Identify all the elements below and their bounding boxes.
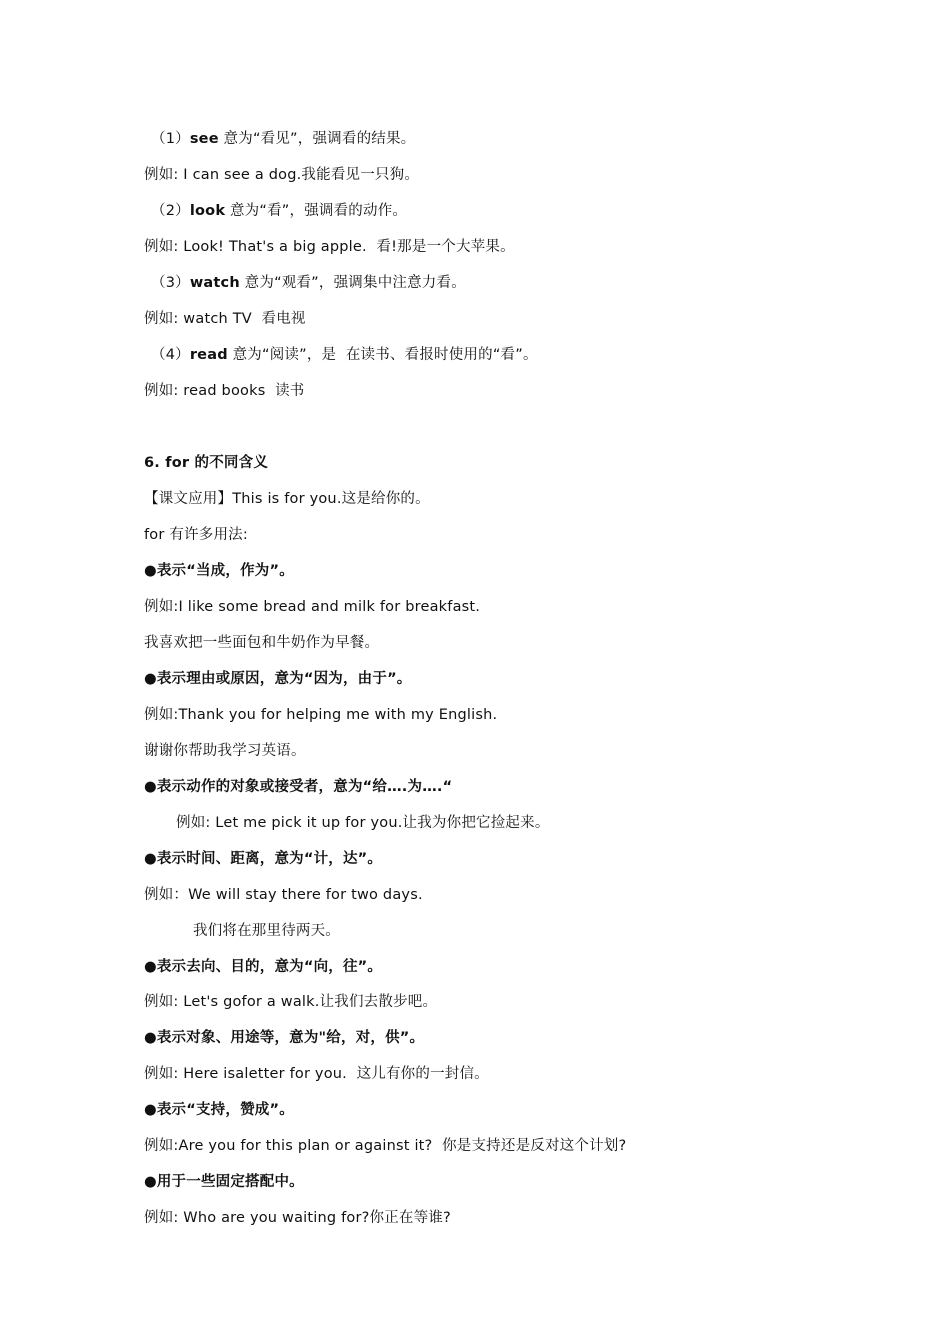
usage-translation: 我们将在那里待两天。 <box>193 923 340 939</box>
definition-text: 意为“阅读”，是 在读书、看报时使用的“看”。 <box>227 347 538 363</box>
usage-example: 例如: Who are you waiting for?你正在等谁? <box>144 1210 451 1226</box>
item-number: （3） <box>151 275 190 291</box>
item-number: （1） <box>151 131 190 147</box>
look-definition <box>151 201 407 221</box>
usage-title: ●表示时间、距离，意为“计，达”。 <box>144 851 383 867</box>
usage-example: 例如:Thank you for helping me with my English. <box>144 707 498 723</box>
keyword-see: see <box>189 131 219 147</box>
read-definition <box>151 345 538 365</box>
usage-title: ●表示对象、用途等，意为"给，对，供”。 <box>144 1030 425 1046</box>
usage-example: 例如: Let me pick it up for you.让我为你把它捡起来。 <box>176 815 550 831</box>
definition-text: 意为“看见”，强调看的结果。 <box>218 131 416 147</box>
usage-example: 例如:Are you for this plan or against it? 你是支持还是反对这个计划? <box>144 1138 627 1154</box>
usage-title: ●表示“当成，作为”。 <box>144 563 294 579</box>
keyword-watch: watch <box>189 275 240 291</box>
watch-definition <box>151 273 466 293</box>
usage-example: 例如: Here isaletter for you. 这儿有你的一封信。 <box>144 1066 489 1082</box>
definition-text: 意为“观看”，强调集中注意力看。 <box>239 275 466 291</box>
usage-example: 例如：We will stay there for two days. <box>144 887 423 903</box>
usage-title: ●表示理由或原因，意为“因为，由于”。 <box>144 671 412 687</box>
usage-title: ●表示去向、目的，意为“向，往”。 <box>144 959 383 975</box>
read-example: 例如: read books 读书 <box>144 383 305 399</box>
usage-title: ●表示动作的对象或接受者，意为“给….为….“ <box>144 779 453 795</box>
see-example: 例如: I can see a dog.我能看见一只狗。 <box>144 167 420 183</box>
keyword-read: read <box>189 347 228 363</box>
usage-translation: 谢谢你帮助我学习英语。 <box>144 743 306 759</box>
usage-example: 例如:I like some bread and milk for breakfast. <box>144 599 481 615</box>
definition-text: 意为“看”，强调看的动作。 <box>225 203 408 219</box>
lesson-application: 【课文应用】This is for you.这是给你的。 <box>144 491 430 507</box>
keyword-look: look <box>189 203 226 219</box>
usage-title: ●用于一些固定搭配中。 <box>144 1174 304 1190</box>
item-number: （4） <box>151 347 190 363</box>
look-example: 例如: Look! That's a big apple. 看!那是一个大苹果。 <box>144 239 515 255</box>
watch-example: 例如: watch TV 看电视 <box>144 311 306 327</box>
item-number: （2） <box>151 203 190 219</box>
section-heading: 6. for 的不同含义 <box>144 455 269 471</box>
usage-intro: for 有许多用法: <box>144 527 248 543</box>
usage-example: 例如: Let's gofor a walk.让我们去散步吧。 <box>144 994 438 1010</box>
usage-title: ●表示“支持，赞成”。 <box>144 1102 294 1118</box>
usage-translation: 我喜欢把一些面包和牛奶作为早餐。 <box>144 635 380 651</box>
see-definition <box>151 129 415 149</box>
